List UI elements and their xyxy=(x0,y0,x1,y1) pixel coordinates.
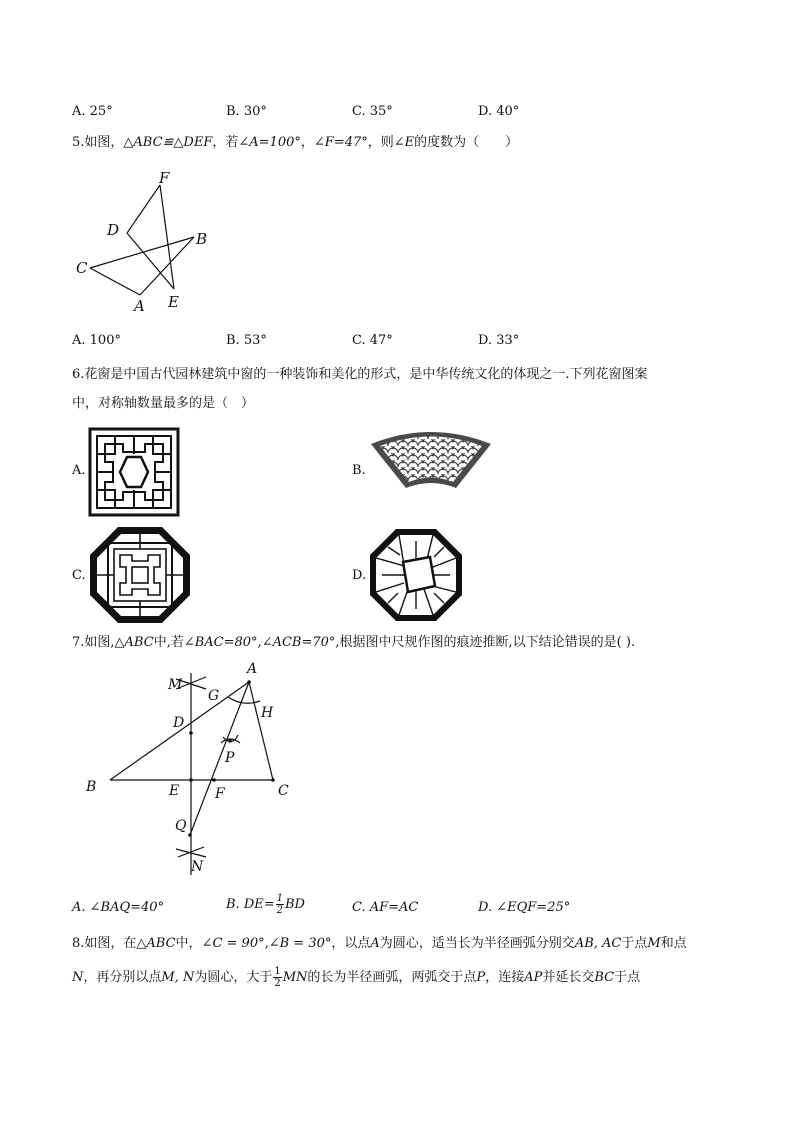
q4-option-b: B. 30° xyxy=(226,104,267,119)
q7-angle-bac: ∠BAC=80° xyxy=(183,635,258,650)
q8-l1-mid: 中， xyxy=(175,936,202,951)
q6-window-a-image xyxy=(88,427,180,517)
q7-stem xyxy=(72,635,635,651)
q8-l2-N: N xyxy=(72,970,84,985)
q6-window-c-image xyxy=(88,525,192,625)
q7-label-p: P xyxy=(225,750,235,766)
q7-option-c: C. AF=AC xyxy=(352,900,419,915)
q5-option-c: C. 47° xyxy=(352,333,393,348)
q7-tail: ,根据图中尺规作图的痕迹推断,以下结论错误的是( ). xyxy=(335,635,636,650)
q7-label-n: N xyxy=(191,859,204,875)
q7-arc-gh xyxy=(228,697,260,703)
q6-window-b-image xyxy=(368,432,494,494)
q7-label-c: C xyxy=(278,783,289,799)
q8-l2-f: 于点 xyxy=(614,970,641,985)
q7-triangle: △ABC xyxy=(114,635,154,650)
q7-label-e: E xyxy=(169,783,180,799)
q5-seg-fe xyxy=(160,185,174,289)
q8-stem-line2 xyxy=(72,966,640,989)
q5-seg-cb xyxy=(90,237,194,268)
q5-sep: ， xyxy=(300,135,314,150)
q5-cond2: ∠F=47° xyxy=(313,135,368,150)
q5-label-d: D xyxy=(107,221,120,239)
q7-label-q: Q xyxy=(175,818,187,834)
q8-l2-num: 1 xyxy=(274,966,281,977)
q5-cond1-pre: ，若 xyxy=(212,135,239,150)
q5-option-a: A. 100° xyxy=(72,333,121,348)
q7-option-a: A. ∠BAQ=40° xyxy=(72,900,165,915)
q7-option-b xyxy=(226,893,305,916)
q5-seg-ed xyxy=(127,233,174,289)
q5-figure xyxy=(70,165,220,315)
q7-label-d: D xyxy=(173,715,185,731)
q8-l1-cond: ∠C = 90°,∠B = 30° xyxy=(201,936,332,951)
q5-label-f: F xyxy=(159,169,170,187)
q7-figure xyxy=(80,655,310,880)
q6-stem-line2: 中，对称轴数量最多的是（ ） xyxy=(72,396,255,411)
q4-option-d: D. 40° xyxy=(478,104,520,119)
q6-label-d: D. xyxy=(352,568,367,583)
q7-option-b-den: 2 xyxy=(276,905,283,916)
q7-mid: 中,若 xyxy=(153,635,184,650)
q5-seg-df xyxy=(127,185,160,233)
q8-l2-fraction xyxy=(273,966,281,989)
q7-comma: , xyxy=(257,635,262,650)
q4-option-c: C. 35° xyxy=(352,104,393,119)
q8-l1-M: M xyxy=(647,936,661,951)
q5-mid: ，则 xyxy=(367,135,394,150)
q7-option-b-pre: B. DE= xyxy=(226,897,275,912)
q8-l2-den: 2 xyxy=(274,978,281,989)
q5-prefix: 5.如图， xyxy=(72,135,124,150)
q7-option-b-post: BD xyxy=(285,897,305,912)
q8-l1-tri: △ABC xyxy=(136,936,176,951)
q8-l1-pre: 8.如图，在 xyxy=(72,936,137,951)
q7-label-h: H xyxy=(261,705,274,721)
q6-stem-line1: 6.花窗是中国古代园林建筑中窗的一种装饰和美化的形式，是中华传统文化的体现之一.下列花窗图案 xyxy=(72,367,648,382)
q6-label-a: A. xyxy=(72,463,86,478)
q6-label-b: B. xyxy=(352,463,366,478)
q7-option-b-fraction xyxy=(276,893,284,916)
q6-label-c: C. xyxy=(72,568,86,583)
q7-option-d: D. ∠EQF=25° xyxy=(478,900,571,915)
q8-l2-MN: M, N xyxy=(161,970,195,985)
q5-ask: ∠E xyxy=(393,135,415,150)
q5-tail: 的度数为（ ） xyxy=(414,135,519,150)
q7-label-g: G xyxy=(208,688,220,704)
q7-angle-acb: ∠ACB=70° xyxy=(261,635,336,650)
q5-label-b: B xyxy=(196,230,208,248)
q6-window-d-image xyxy=(368,527,464,623)
q8-l1-sides: AB, AC xyxy=(574,936,622,951)
q7-label-b: B xyxy=(86,779,97,795)
q8-l2-a: ，再分别以点 xyxy=(83,970,162,985)
q8-l2-b: 为圆心，大于 xyxy=(194,970,273,985)
q5-label-c: C xyxy=(76,259,88,277)
q8-stem-line1 xyxy=(72,936,687,952)
q7-label-m: M xyxy=(168,677,183,693)
q8-l1-d: 和点 xyxy=(660,936,687,951)
q7-label-f: F xyxy=(215,786,225,802)
q7-prefix: 7.如图, xyxy=(72,635,115,650)
q8-l2-AP: AP xyxy=(524,970,543,985)
q8-l1-a: ，以点 xyxy=(331,936,371,951)
q8-l1-c: 于点 xyxy=(621,936,648,951)
q8-l2-c: 的长为半径画弧，两弧交于点 xyxy=(307,970,477,985)
q8-l1-A: A xyxy=(370,936,380,951)
q8-l2-MN2: MN xyxy=(282,970,308,985)
q7-ray-aq xyxy=(190,682,249,835)
q8-l2-e: 并延长交 xyxy=(542,970,595,985)
q7-option-b-num: 1 xyxy=(276,893,283,904)
q5-seg-ba xyxy=(140,237,194,295)
q5-label-e: E xyxy=(168,293,179,311)
q8-l2-d: ，连接 xyxy=(485,970,525,985)
q8-l1-b: 为圆心，适当长为半径画弧分别交 xyxy=(379,936,575,951)
q5-label-a: A xyxy=(134,297,145,315)
q5-cond1: ∠A=100° xyxy=(238,135,301,150)
q5-seg-ac xyxy=(90,268,140,295)
q4-option-a: A. 25° xyxy=(72,104,113,119)
q5-option-b: B. 53° xyxy=(226,333,267,348)
q7-seg-ac xyxy=(249,682,273,780)
q7-label-a: A xyxy=(247,661,258,677)
q5-stem xyxy=(72,135,518,151)
q8-l2-P: P xyxy=(476,970,486,985)
q8-l2-BC: BC xyxy=(594,970,615,985)
q5-option-d: D. 33° xyxy=(478,333,520,348)
q5-congruence: △ABC≌△DEF xyxy=(123,135,213,150)
